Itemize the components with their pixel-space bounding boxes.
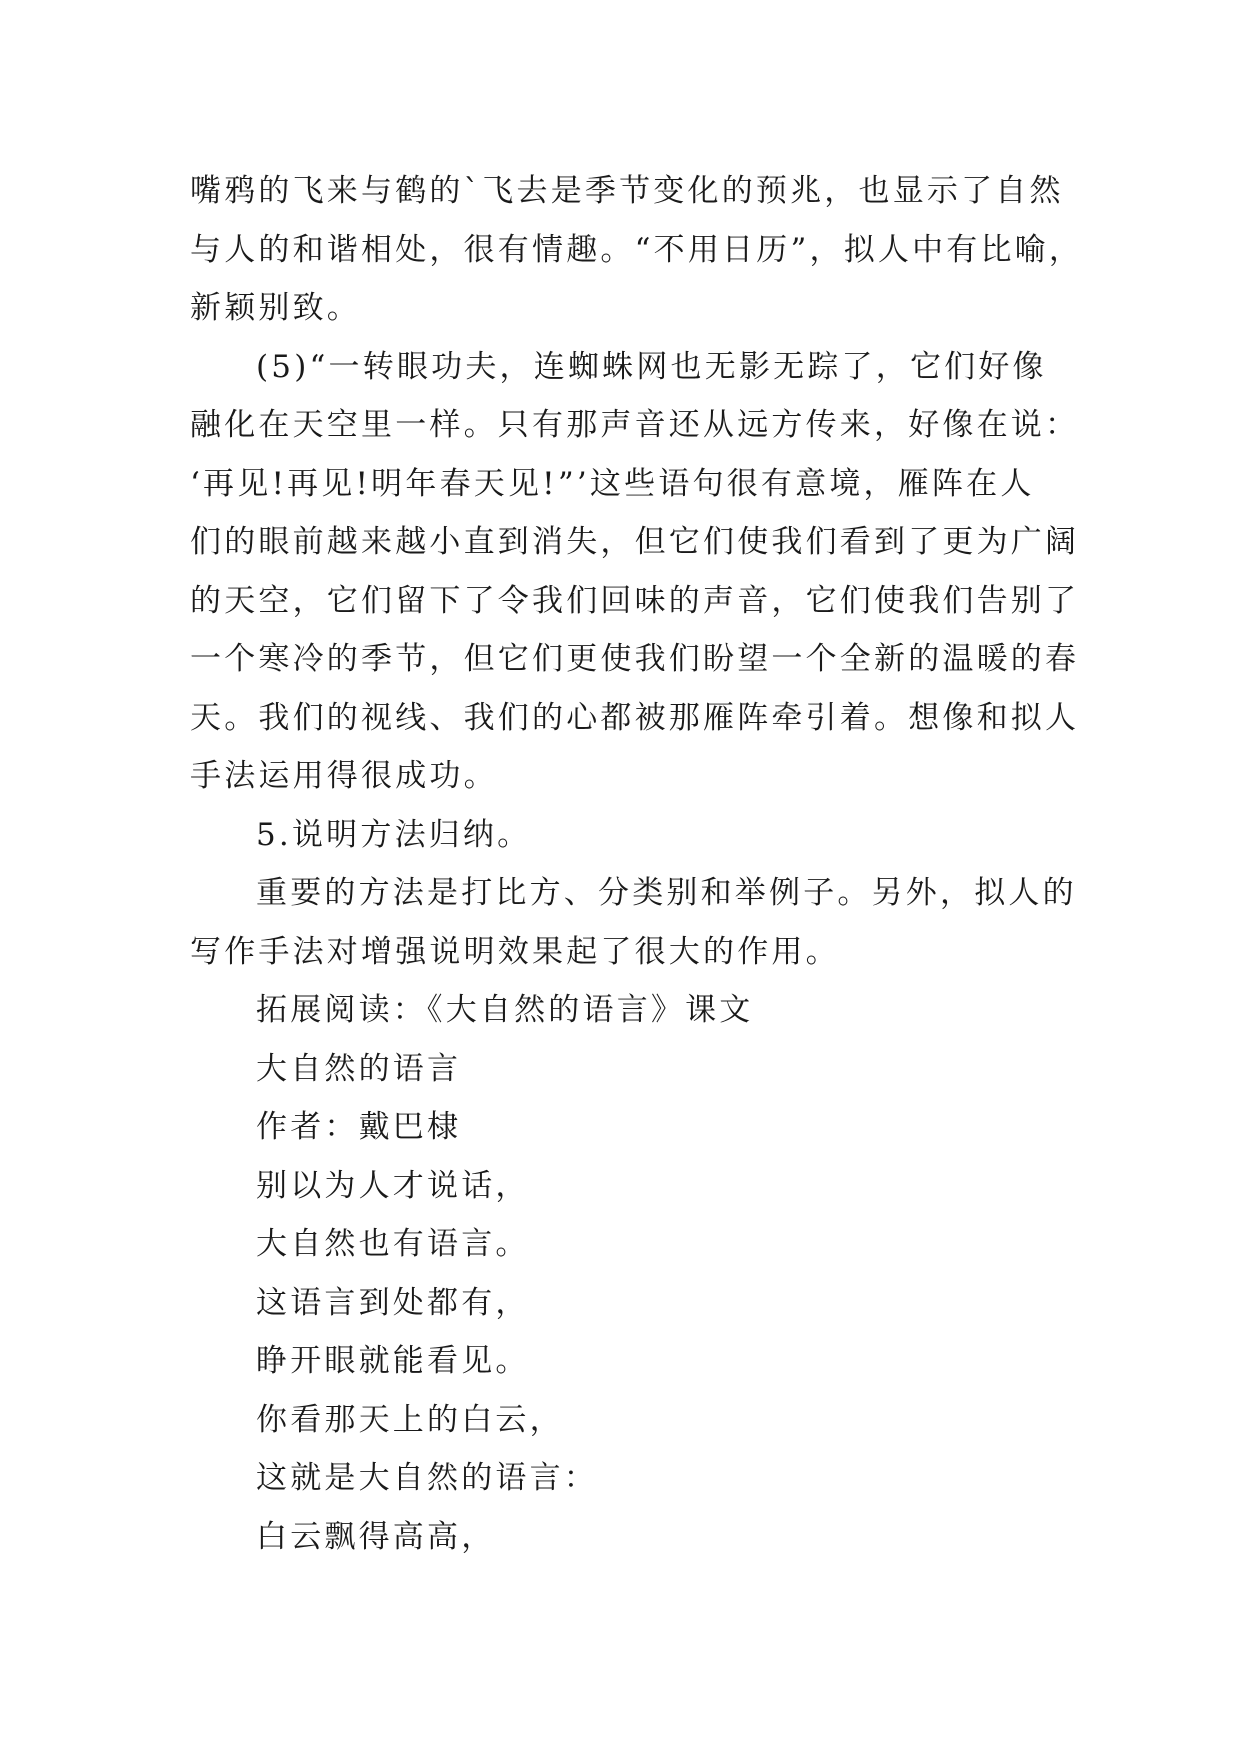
poem-line: 睁开眼就能看见。 — [256, 1343, 530, 1379]
text-line: 写作手法对增强说明效果起了很大的作用。 — [190, 933, 840, 970]
text-line: 手法运用得很成功。 — [190, 758, 498, 794]
poem-author: 作者：戴巴棣 — [256, 1109, 462, 1145]
poem-line: 大自然也有语言。 — [256, 1226, 530, 1262]
text-line: 天。我们的视线、我们的心都被那雁阵牵引着。想像和拟人 — [190, 699, 1080, 736]
text-line: 的天空，它们留下了令我们回味的声音，它们使我们告别了 — [190, 582, 1080, 619]
poem-line: 你看那天上的白云， — [256, 1401, 564, 1438]
poem-line: 这语言到处都有， — [256, 1284, 530, 1321]
document-body — [190, 162, 1084, 1566]
text-line: 与人的和谐相处，很有情趣。“不用日历”，拟人中有比喻， — [190, 231, 1084, 268]
text-line: 融化在天空里一样。只有那声音还从远方传来，好像在说： — [190, 407, 1080, 443]
text-line: 重要的方法是打比方、分类别和举例子。另外，拟人的 — [256, 875, 1077, 911]
text-line: (5)“一转眼功夫，连蜘蛛网也无影无踪了，它们好像 — [256, 348, 1047, 385]
section-heading: 5.说明方法归纳。 — [256, 816, 532, 853]
text-line: ‘再见!再见!明年春天见!”’这些语句很有意境，雁阵在人 — [190, 465, 1035, 502]
poem-line: 别以为人才说话， — [256, 1167, 530, 1204]
text-line: 新颖别致。 — [190, 290, 361, 326]
text-line: 嘴鸦的飞来与鹤的`飞去是季节变化的预兆，也显示了自然 — [190, 173, 1064, 209]
extended-reading-heading: 拓展阅读：《大自然的语言》课文 — [256, 992, 754, 1028]
text-line: 一个寒冷的季节，但它们更使我们盼望一个全新的温暖的春 — [190, 641, 1080, 677]
poem-line: 这就是大自然的语言： — [256, 1460, 598, 1496]
poem-title: 大自然的语言 — [256, 1050, 462, 1087]
text-line: 们的眼前越来越小直到消失，但它们使我们看到了更为广阔 — [190, 524, 1080, 560]
poem-line: 白云飘得高高， — [256, 1518, 496, 1555]
